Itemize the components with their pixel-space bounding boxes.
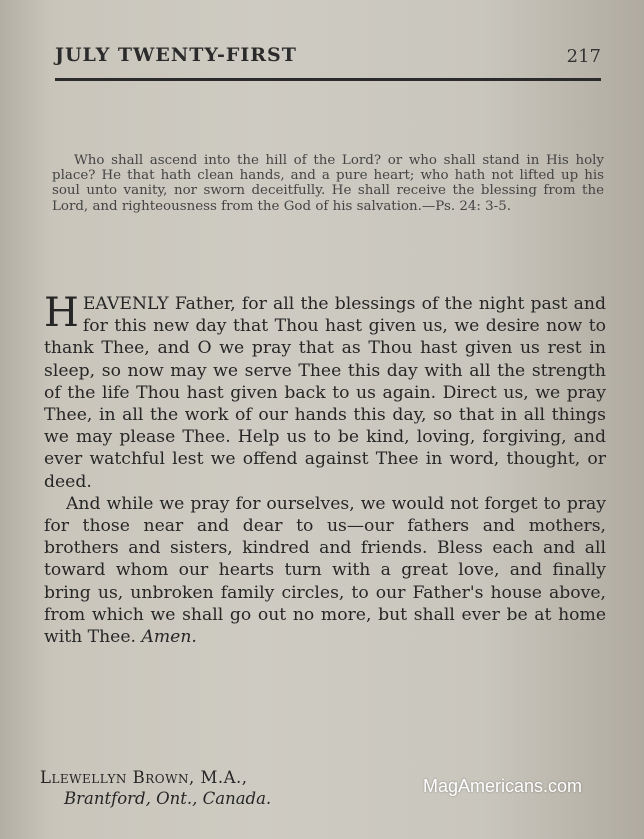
prayer-paragraph-2-text: And while we pray for ourselves, we would not forget to pray for those near and dear to us—our fathers and mothers, brothers and sisters, kindred and friends. Bless each and all toward whom our hearts turn with a great love, and finally bring us, unbroken family circles, to our Father's house above, from which we shall go out no more, but shall ever be at home with Thee. [44,493,606,648]
amen: Amen. [141,627,197,648]
prayer-text [44,290,606,648]
scripture-verse: Who shall ascend into the hill of the Lord? or who shall stand in His holy place? He that hath clean hands, and a pure heart; who hath not lifted up his soul unto vanity, nor sworn deceitfully. He shall receive the blessing from the Lord, and righteousness from the God of his salvation.—Ps. 24: 3-5. [52,153,604,214]
prayer-paragraph-1 [44,290,606,493]
prayer-paragraph-1-text: Father, for all the blessings of the night past and for this new day that Thou hast given us, we desire now to thank Thee, and O we pray that as Thou hast given us rest in sleep, so now may we serve Thee this day with all the strength of the life Thou hast given back to us again. Direct us, we pray Thee, in all the work of our hands this day, so that in all things we may please Thee. Help us to be kind, loving, forgiving, and ever watchful lest we offend against Thee in word, thought, or deed. [44,294,606,492]
drop-cap: H [44,290,79,336]
watermark: MagAmericans.com [423,776,583,796]
page-header [55,40,601,80]
author-location: Brantford, Ont., Canada. [64,789,272,808]
prayer-paragraph-2 [44,493,606,648]
author-signature [40,768,420,808]
header-rule [55,78,601,81]
page-title: JULY TWENTY-FIRST [55,44,297,66]
page-number: 217 [566,46,601,67]
opening-caps: EAVENLY [82,294,169,314]
author-name: Llewellyn Brown, M.A., [40,768,248,787]
